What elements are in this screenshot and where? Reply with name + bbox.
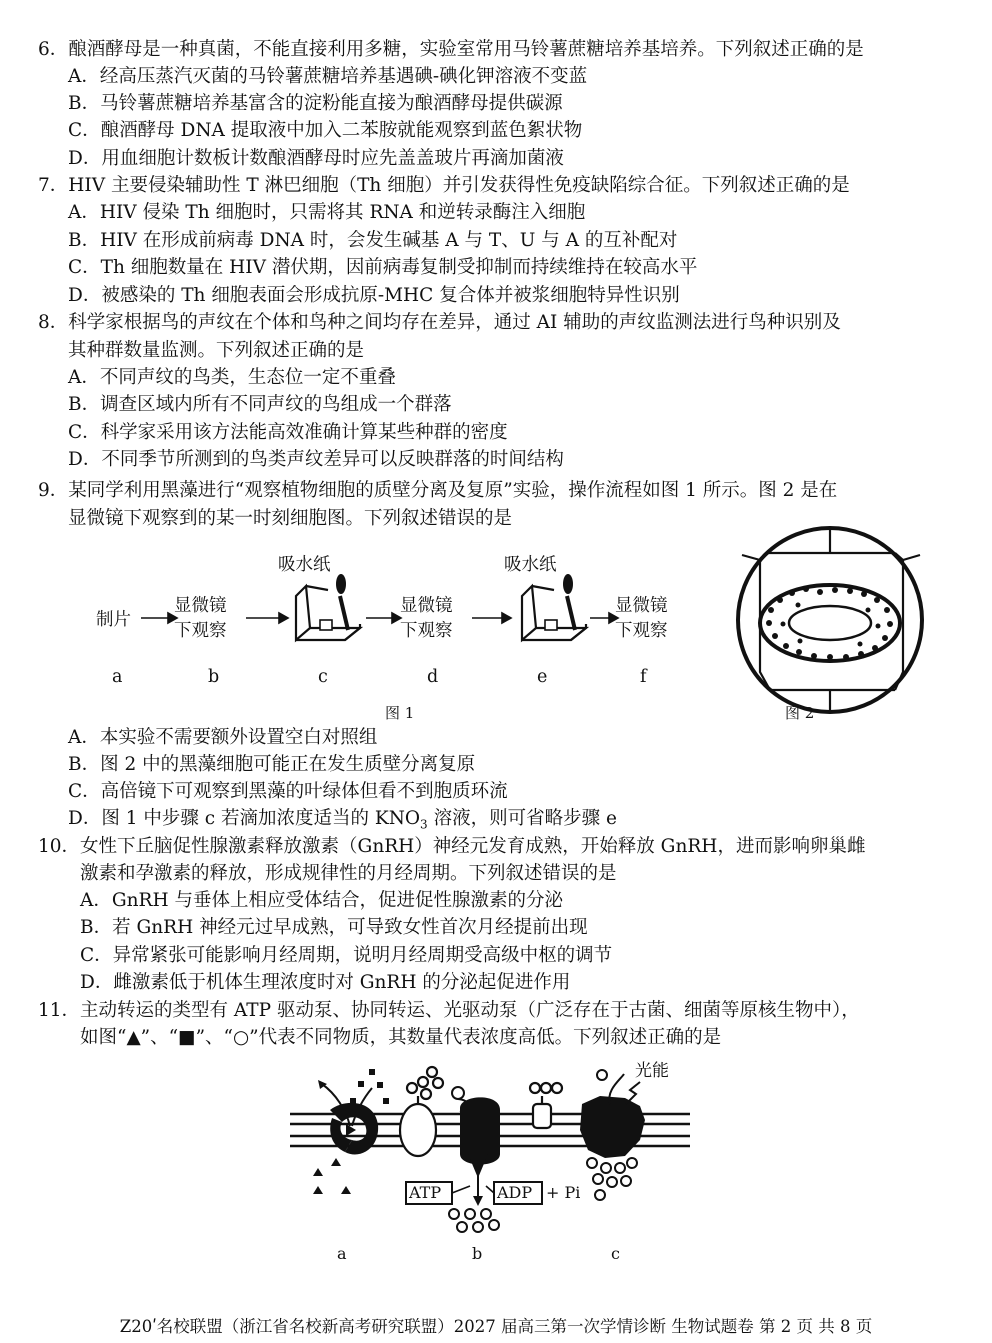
question-6-option-c: C．酿酒酵母 DNA 提取液中加入二苯胺就能观察到蓝色絮状物 bbox=[68, 120, 583, 141]
fig1-letter-e: e bbox=[537, 667, 548, 687]
fig1-step-d-observe: 显微镜 下观察 bbox=[400, 596, 453, 641]
fig1-blotter-label-e: 吸水纸 bbox=[504, 555, 557, 575]
question-8-option-c: C．科学家采用该方法能高效准确计算某些种群的密度 bbox=[68, 422, 508, 443]
question-11-stem: 11．主动转运的类型有 ATP 驱动泵、协同转运、光驱动泵（广泛存在于古菌、细菌等原核生物中）， bbox=[38, 1000, 860, 1021]
fig3-letter-c: c bbox=[611, 1244, 620, 1263]
question-7-option-c: C．Th 细胞数量在 HIV 潜伏期，因前病毒复制受抑制而持续维持在较高水平 bbox=[68, 257, 698, 278]
question-6-option-d: D．用血细胞计数板计数酿酒酵母时应先盖盖玻片再滴加菌液 bbox=[68, 148, 564, 169]
fig1-step-b-observe: 显微镜 下观察 bbox=[174, 596, 227, 641]
light-energy-label: 光能 bbox=[635, 1061, 669, 1081]
fig1-step-f-observe: 显微镜 下观察 bbox=[615, 596, 668, 641]
question-10-option-a: A．GnRH 与垂体上相应受体结合，促进促性腺激素的分泌 bbox=[80, 890, 563, 911]
question-6-stem: 6．酿酒酵母是一种真菌，不能直接利用多糖，实验室常用马铃薯蔗糖培养基培养。下列叙述正确的是 bbox=[38, 39, 864, 60]
fig3-letter-b: b bbox=[472, 1244, 483, 1263]
question-7-option-a: A．HIV 侵染 Th 细胞时，只需将其 RNA 和逆转录酶注入细胞 bbox=[68, 202, 586, 223]
question-10-stem-cont: 激素和孕激素的释放，形成规律性的月经周期。下列叙述错误的是 bbox=[80, 863, 617, 884]
question-6-option-a: A．经高压蒸汽灭菌的马铃薯蔗糖培养基遇碘-碘化钾溶液不变蓝 bbox=[68, 66, 588, 87]
adp-label: ADP bbox=[497, 1183, 533, 1202]
question-8-stem: 8．科学家根据鸟的声纹在个体和鸟种之间均存在差异，通过 AI 辅助的声纹监测法进行鸟种识别及 bbox=[38, 312, 841, 333]
question-7-option-d: D．被感染的 Th 细胞表面会形成抗原-MHC 复合体并被浆细胞特异性识别 bbox=[68, 285, 680, 306]
fig1-letter-a: a bbox=[112, 667, 123, 687]
question-7-stem: 7．HIV 主要侵染辅助性 T 淋巴细胞（Th 细胞）并引发获得性免疫缺陷综合征。下列叙述正确的是 bbox=[38, 175, 850, 196]
figure-1-caption: 图 1 bbox=[385, 704, 415, 722]
atp-label: ATP bbox=[409, 1183, 442, 1202]
question-10-option-c: C．异常紧张可能影响月经周期，说明月经周期受高级中枢的调节 bbox=[80, 945, 613, 966]
page-footer: Z20ʹ名校联盟（浙江省名校新高考研究联盟）2027 届高三第一次学情诊断 生物试题卷 第 2 页 共 8 页 bbox=[119, 1317, 873, 1336]
carrier-small bbox=[530, 1083, 562, 1128]
fig1-letter-f: f bbox=[640, 667, 647, 687]
pi-label: + Pi bbox=[546, 1183, 581, 1202]
question-8-option-d: D．不同季节所测到的鸟类声纹差异可以反映群落的时间结构 bbox=[68, 449, 564, 470]
fig1-letter-b: b bbox=[208, 667, 220, 687]
fig1-blotter-label-c: 吸水纸 bbox=[278, 555, 331, 575]
fig3-letter-a: a bbox=[337, 1244, 347, 1263]
symporter-a bbox=[313, 1069, 389, 1194]
question-9-option-b: B．图 2 中的黑藻细胞可能正在发生质壁分离复原 bbox=[68, 754, 476, 775]
question-7-option-b: B．HIV 在形成前病毒 DNA 时，会发生碱基 A 与 T、U 与 A 的互补配对 bbox=[68, 230, 678, 251]
question-9-stem: 9．某同学利用黑藻进行“观察植物细胞的质壁分离及复原”实验，操作流程如图 1 所示。图 2 是在 bbox=[38, 480, 838, 501]
question-11-stem-cont: 如图“▲”、“■”、“○”代表不同物质，其数量代表浓度高低。下列叙述正确的是 bbox=[80, 1027, 722, 1048]
question-8-option-a: A．不同声纹的鸟类，生态位一定不重叠 bbox=[68, 367, 396, 388]
light-pump-c bbox=[580, 1070, 645, 1200]
question-9-option-c: C．高倍镜下可观察到黑藻的叶绿体但看不到胞质环流 bbox=[68, 781, 508, 802]
carrier-circles bbox=[400, 1067, 443, 1156]
question-10-option-d: D．雌激素低于机体生理浓度时对 GnRH 的分泌起促进作用 bbox=[80, 972, 571, 993]
question-10-option-b: B．若 GnRH 神经元过早成熟，可导致女性首次月经提前出现 bbox=[80, 917, 588, 938]
figure-2-caption: 图 2 bbox=[785, 704, 815, 722]
question-8-option-b: B．调查区域内所有不同声纹的鸟组成一个群落 bbox=[68, 394, 452, 415]
question-9-option-d: D．图 1 中步骤 c 若滴加浓度适当的 $KNO_3$ 溶液，则可省略步骤 e bbox=[68, 808, 617, 832]
fig1-letter-c: c bbox=[318, 667, 328, 687]
question-9-stem-cont: 显微镜下观察到的某一时刻细胞图。下列叙述错误的是 bbox=[68, 508, 513, 529]
question-10-stem: 10．女性下丘脑促性腺激素释放激素（GnRH）神经元发育成熟，开始释放 GnRH，进而影响卵巢雌 bbox=[38, 836, 866, 857]
question-9-option-a: A．本实验不需要额外设置空白对照组 bbox=[68, 727, 378, 748]
fig1-step-prep: 制片 bbox=[96, 610, 131, 630]
question-8-stem-cont: 其种群数量监测。下列叙述正确的是 bbox=[68, 340, 365, 361]
fig1-letter-d: d bbox=[427, 667, 439, 687]
question-6-option-b: B．马铃薯蔗糖培养基富含的淀粉能直接为酿酒酵母提供碳源 bbox=[68, 93, 563, 114]
